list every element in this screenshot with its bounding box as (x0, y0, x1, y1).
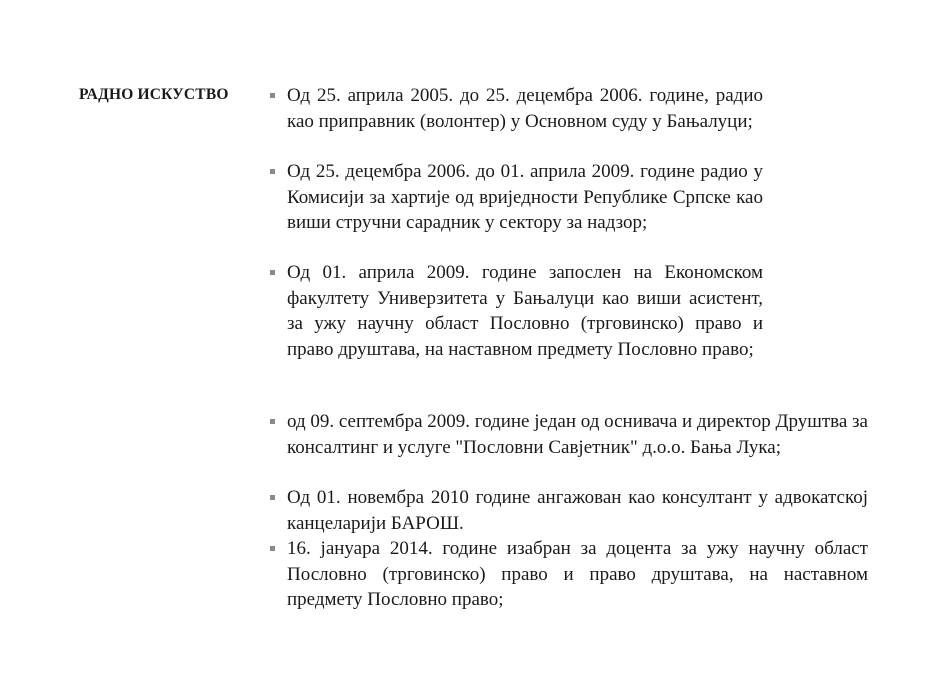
list-item (287, 409, 868, 460)
list-item (287, 83, 763, 134)
list-item-text: Од 25. децембра 2006. до 01. априла 2009. године радио у Комисији за хартије од вриједности Републике Српске као виши стручни сарадник у сектору за надзор; (287, 161, 763, 233)
list-item (287, 485, 868, 536)
square-bullet-icon (270, 495, 275, 500)
square-bullet-icon (270, 546, 275, 551)
section-heading: РАДНО ИСКУСТВО (79, 86, 229, 103)
square-bullet-icon (270, 270, 275, 275)
list-item (287, 260, 763, 362)
list-item-text: Од 01. новембра 2010 године ангажован као консултант у адвокатској канцеларији БАРОШ. (287, 487, 868, 534)
list-item-text: 16. јануара 2014. године изабран за доцента за ужу научну област Пословно (трговинско) право и право друштава, на наставном предмету Пословно право; (287, 538, 868, 610)
list-item-text: Од 01. априла 2009. године запослен на Економском факултету Универзитета у Бањалуци као виши асистент, за ужу научну област Пословно (трговинско) право и право друштава, на наставном предмету Пословно право; (287, 262, 763, 360)
list-item (287, 536, 868, 613)
square-bullet-icon (270, 93, 275, 98)
list-item-text: од 09. септембра 2009. године један од оснивача и директор Друштва за консалтинг и услуге "Пословни Савјетник" д.о.о. Бања Лука; (287, 411, 868, 458)
square-bullet-icon (270, 169, 275, 174)
list-item-text: Од 25. априла 2005. до 25. децембра 2006. године, радио као приправник (волонтер) у Основном суду у Бањалуци; (287, 85, 763, 132)
list-item (287, 159, 763, 236)
square-bullet-icon (270, 419, 275, 424)
